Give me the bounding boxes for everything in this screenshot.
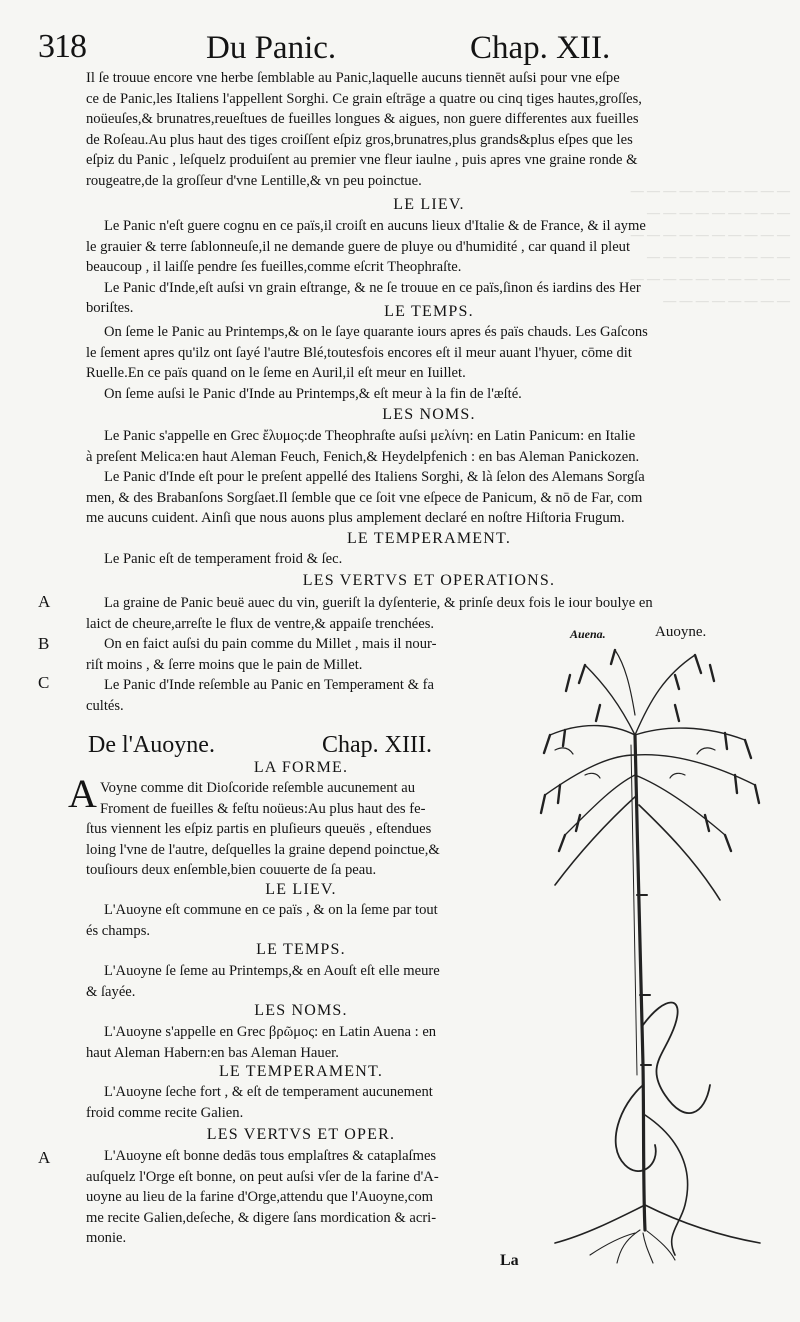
text-line: Le Panic s'appelle en Grec ἔλυμος:de Theophraſte auſsi μελίνη: en Latin Panicum: en Italie [104,428,636,444]
text-line: Voyne comme dit Dioſcoride reſemble aucunement au [100,780,416,796]
temperament-paragraph-13 [86,1082,516,1123]
margin-letter-a: A [38,592,51,611]
text-line: monie. [86,1230,127,1247]
text-line: boriſtes. [86,300,134,317]
text-line: me recite Galien,deſeche, & digere ſans mordication & acri- [86,1209,437,1226]
section-heading-temperament-13: LE TEMPERAMENT. [218,1063,384,1080]
page-number: 318 [38,28,86,65]
figure-caption-latin: Auena. [570,627,606,641]
text-line: L'Auoyne eſt bonne dedās tous emplaſtres & cataplaſmes [104,1148,437,1164]
chapter-title-auoyne: De l'Auoyne. [88,732,215,758]
margin-letter-c: C [38,673,50,692]
chapter-number-xiii: Chap. XIII. [322,732,432,758]
text-line: Le Panic d'Inde,eſt auſsi vn grain eſtrange, & ne ſe trouue en ce païs,ſinon és iardins des Her [104,279,641,296]
text-line: ſtus viennent les eſpiz partis en pluſieurs queuës , eſtendues [86,821,432,838]
section-heading-lieu: LE LIEV. [393,196,465,213]
text-line: me aucuns cuident. Ainſi que nous auons plus amplement declaré en noſtre Hiſtoria Frugum. [86,510,625,527]
margin-letter-a-13: A [38,1148,51,1167]
text-line: men, & des Brabanſons Sorgſaet.Il ſemble que ce ſoit vne eſpece de Panicum, & nō de Far, com [86,489,643,506]
text-line: froid comme recite Galien. [86,1104,244,1121]
text-line: Froment de fueilles & feſtu noüeus:Au plus haut des fe- [100,800,426,817]
text-line: de Roſeau.Au plus haut des tiges croiſſent eſpiz gros,brunatres,plus grands&plus eſpes que les [86,131,633,148]
section-heading-forme: LA FORME. [253,759,349,776]
noms-paragraph [86,426,772,529]
text-line: haut Aleman Habern:en bas Aleman Hauer. [86,1044,339,1061]
chapter-number: Chap. XII. [470,30,611,66]
noms-paragraph-13 [86,1022,516,1063]
text-line: & ſayée. [86,983,136,1000]
text-line: Il ſe trouue encore vne herbe ſemblable au Panic,laquelle aucuns tiennēt auſsi pour vne eſpe [86,70,620,86]
text-line: loing l'vne de l'autre, deſquelles la graine depend poinctue,& [86,841,440,858]
section-heading-temps-13: LE TEMPS. [256,941,346,958]
figure-caption-french: Auoyne. [655,624,707,640]
text-line: On ſeme le Panic au Printemps,& on le ſaye quarante iours apres és païs chauds. Les Gaſcons [104,324,648,340]
text-line: L'Auoyne ſe ſeme au Printemps,& en Aouſt eſt elle meure [104,963,440,979]
section-heading-noms-13: LES NOMS. [254,1002,348,1019]
text-line: noüeuſes,& brunatres,reueſtues de fueilles longues & aigues, non guere differentes aux fueilles [86,111,639,128]
running-title: Du Panic. [206,30,337,66]
text-line: L'Auoyne eſt commune en ce païs , & on la ſeme par tout [104,902,438,918]
vertus-paragraph-13 [86,1146,516,1249]
catchword: La [500,1252,519,1269]
text-line: Le Panic d'Inde reſemble au Panic en Temperament & fa [104,677,434,693]
margin-letter-b: B [38,634,50,653]
text-line: auſquelz l'Orge eſt bonne, on peut auſsi vſer de la farine d'A- [86,1168,439,1185]
drop-cap: A [68,771,97,816]
text-line: és champs. [86,922,151,939]
intro-paragraph [86,68,772,192]
section-heading-lieu-13: LE LIEV. [265,881,337,898]
text-line: On en faict auſsi du pain comme du Millet , mais il nour- [104,636,437,652]
section-heading-vertus-13: LES VERTVS ET OPER. [206,1126,396,1143]
text-line: laict de cheure,arreſte le flux de ventre,& appaiſe trenchées. [86,615,435,632]
text-line: rougeatre,de la groſſeur d'vne Lentille,& vn peu poinctue. [86,172,422,189]
lieu-paragraph-13 [86,900,516,941]
temperament-paragraph [104,549,764,570]
section-heading-noms: LES NOMS. [382,406,476,423]
forme-paragraph [86,778,516,881]
text-line: L'Auoyne s'appelle en Grec βρῶμος: en Latin Auena : en [104,1024,437,1040]
text-line: uoyne au lieu de la farine d'Orge,attendu que l'Auoyne,com [86,1189,434,1206]
vertus-paragraph-c [86,675,516,716]
show-through-text: — — — — — — — — — — — — — — — — — — — — — — — — — — — — — — — — — — — — — — — — — — — — — — — — — — — — — — — — [630,183,790,308]
text-line: L'Auoyne ſeche fort , & eſt de temperament aucunement [104,1084,433,1100]
text-line: le ſement apres qu'ilz ont ſayé l'autre Blé,toutesfois encores eſt il meur auant l'hyuer, cōme dit [86,344,632,361]
section-heading-temps: LE TEMPS. [384,303,474,320]
text-line: Le Panic n'eſt guere cognu en ce païs,il croiſt en aucuns lieux d'Italie & de France, & il ayme [104,218,646,234]
oat-plant-illustration [525,645,790,1265]
text-line: eſpiz du Panic , leſquelz produiſent au premier vne fleur iaulne , puis apres vne graine ronde & [86,152,638,169]
text-line: Le Panic eſt de temperament froid & ſec. [104,551,343,567]
temps-paragraph [86,322,772,404]
text-line: On ſeme auſsi le Panic d'Inde au Printemps,& eſt meur à la fin de l'æſté. [104,385,522,402]
text-line: Ruelle.En ce païs quand on le ſeme en Auril,il eſt meur en Iuillet. [86,365,466,382]
section-heading-temperament: LE TEMPERAMENT. [346,530,512,547]
section-heading-vertus: LES VERTVS ET OPERATIONS. [302,572,556,589]
text-line: ce de Panic,les Italiens l'appellent Sorghi. Ce grain eſtrāge a quatre ou cinq tiges hautes,groſſes, [86,90,642,107]
text-line: cultés. [86,697,124,714]
text-line: le grauier & terre ſablonneuſe,il ne demande guere de pluye ou d'humidité , car quand il pleut [86,238,631,255]
text-line: touſiours deux enſemble,bien couuerte de ſa peau. [86,862,377,879]
text-line: beaucoup , il laiſſe pendre ſes fueilles,comme eſcrit Theophraſte. [86,259,462,276]
text-line: à preſent Melica:en haut Aleman Feuch, Fenich,& Heydelpfenich : en bas Aleman Panickozen. [86,448,640,465]
text-line: riſt moins , & ſerre moins que le pain de Millet. [86,656,363,673]
text-line: Le Panic d'Inde eſt pour le preſent appellé des Italiens Sorghi, & là ſelon des Alemans Sorgſa [104,469,645,486]
vertus-paragraph-b [86,634,516,675]
temps-paragraph-13 [86,961,516,1002]
text-line: La graine de Panic beuë auec du vin, gueriſt la dyſenterie, & prinſe deux fois le iour boulye en [104,595,653,611]
